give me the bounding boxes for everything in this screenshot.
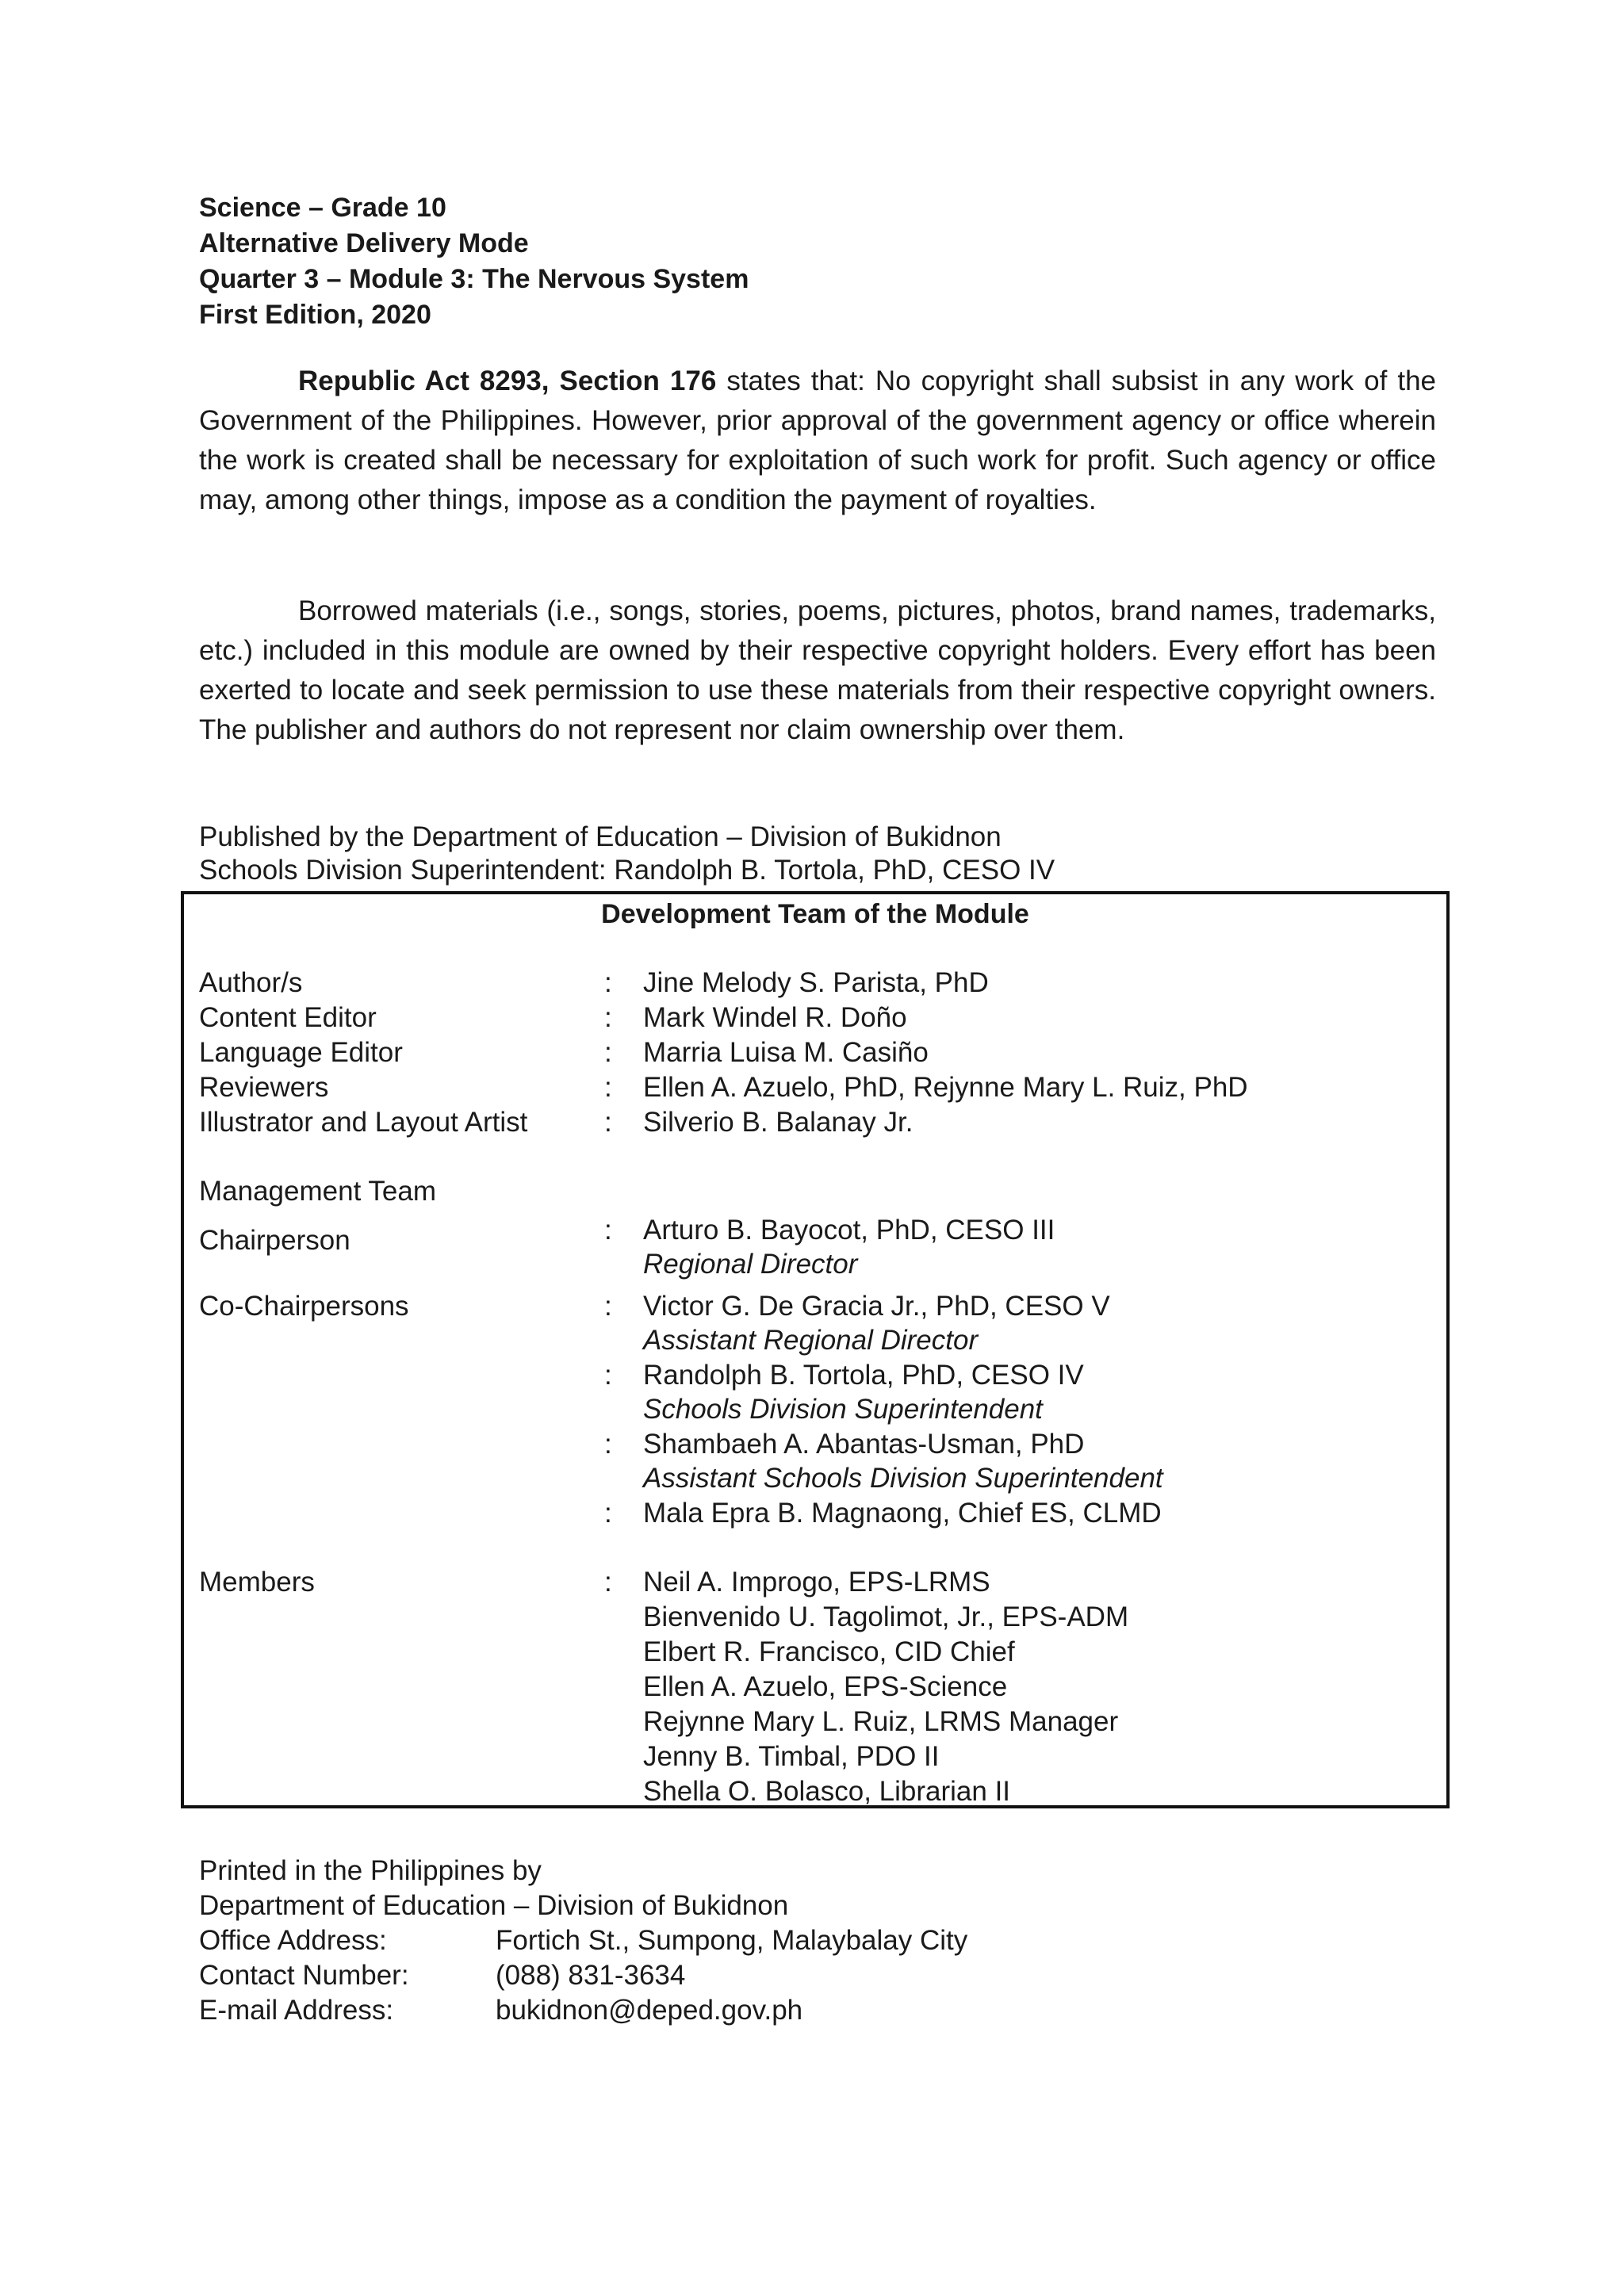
content-editor-value: Mark Windel R. Doño [643,1002,907,1033]
printed-by-line: Printed in the Philippines by [199,1855,542,1886]
author-value: Jine Melody S. Parista, PhD [643,967,989,998]
member-name: Jenny B. Timbal, PDO II [643,1741,940,1772]
language-editor-value: Marria Luisa M. Casiño [643,1037,929,1068]
author-label: Author/s [199,967,303,998]
edition: First Edition, 2020 [199,300,431,330]
reviewers-label: Reviewers [199,1072,329,1103]
co-chairperson-name: Randolph B. Tortola, PhD, CESO IV [643,1360,1084,1391]
colon: : [604,1037,612,1068]
co-chairperson-name: Mala Epra B. Magnaong, Chief ES, CLMD [643,1498,1162,1529]
co-chairperson-title: Schools Division Superintendent [643,1394,1043,1425]
chairperson-title: Regional Director [643,1249,858,1280]
member-name: Rejynne Mary L. Ruiz, LRMS Manager [643,1706,1119,1737]
contact-number-label: Contact Number: [199,1960,409,1991]
member-name: Elbert R. Francisco, CID Chief [643,1636,1015,1667]
colon: : [604,1429,612,1460]
copyright-paragraph [199,362,1436,520]
co-chairpersons-label: Co-Chairpersons [199,1291,409,1322]
edition-header [199,190,749,333]
co-chairperson-name: Shambaeh A. Abantas-Usman, PhD [643,1429,1085,1460]
delivery-mode: Alternative Delivery Mode [199,228,529,258]
member-name: Shella O. Bolasco, Librarian II [643,1776,1011,1807]
chairperson-label: Chairperson [199,1225,350,1256]
member-name: Neil A. Improgo, EPS-LRMS [643,1567,990,1598]
member-name: Bienvenido U. Tagolimot, Jr., EPS-ADM [643,1601,1129,1632]
contact-number-value: (088) 831-3634 [496,1960,686,1991]
illustrator-value: Silverio B. Balanay Jr. [643,1107,914,1138]
office-address-label: Office Address: [199,1925,387,1956]
office-address-value: Fortich St., Sumpong, Malaybalay City [496,1925,968,1956]
colon: : [604,1291,612,1322]
colon: : [604,1002,612,1033]
colon: : [604,1360,612,1391]
co-chairperson-title: Assistant Schools Division Superintendent [643,1463,1163,1494]
member-name: Ellen A. Azuelo, EPS-Science [643,1671,1008,1702]
management-team-label: Management Team [199,1176,436,1207]
co-chairperson-name: Victor G. De Gracia Jr., PhD, CESO V [643,1291,1110,1322]
colon: : [604,1498,612,1529]
content-editor-label: Content Editor [199,1002,377,1033]
language-editor-label: Language Editor [199,1037,403,1068]
development-team-title: Development Team of the Module [601,899,1029,929]
copyright-law-reference: Republic Act 8293, Section 176 [298,365,717,396]
module-title: Quarter 3 – Module 3: The Nervous System [199,264,749,294]
printer-department: Department of Education – Division of Bukidnon [199,1890,789,1921]
reviewers-value: Ellen A. Azuelo, PhD, Rejynne Mary L. Ruiz, PhD [643,1072,1248,1103]
colon: : [604,1215,612,1246]
copyright-text: states that: No copyright shall subsist in any work of the Government of the Philippines. However, prior approval of the government agency or office wherein the work is created shall be necessary for exploitation of such work for profit. Such agency or office may, among other things, impose as a condition the payment of royalties. [199,365,1436,515]
colon: : [604,1072,612,1103]
publisher-line: Published by the Department of Education – Division of Bukidnon [199,821,1002,852]
borrowed-materials-paragraph [199,591,1436,750]
subject-grade: Science – Grade 10 [199,193,446,223]
co-chairperson-title: Assistant Regional Director [643,1325,979,1356]
chairperson-name: Arturo B. Bayocot, PhD, CESO III [643,1215,1055,1246]
colon: : [604,967,612,998]
superintendent-line: Schools Division Superintendent: Randolph B. Tortola, PhD, CESO IV [199,855,1055,886]
colon: : [604,1107,612,1138]
email-address-value: bukidnon@deped.gov.ph [496,1995,803,2026]
borrowed-materials-text: Borrowed materials (i.e., songs, stories, poems, pictures, photos, brand names, trademarks, etc.) included in this module are owned by their respective copyright holders. Every effort has been exerted to locate and seek permission to use these materials from their respective copyright owners. The publisher and authors do not represent nor claim ownership over them. [199,595,1436,745]
email-address-label: E-mail Address: [199,1995,394,2026]
members-label: Members [199,1567,315,1598]
illustrator-label: Illustrator and Layout Artist [199,1107,528,1138]
publisher-info [199,821,1055,887]
colon: : [604,1567,612,1598]
